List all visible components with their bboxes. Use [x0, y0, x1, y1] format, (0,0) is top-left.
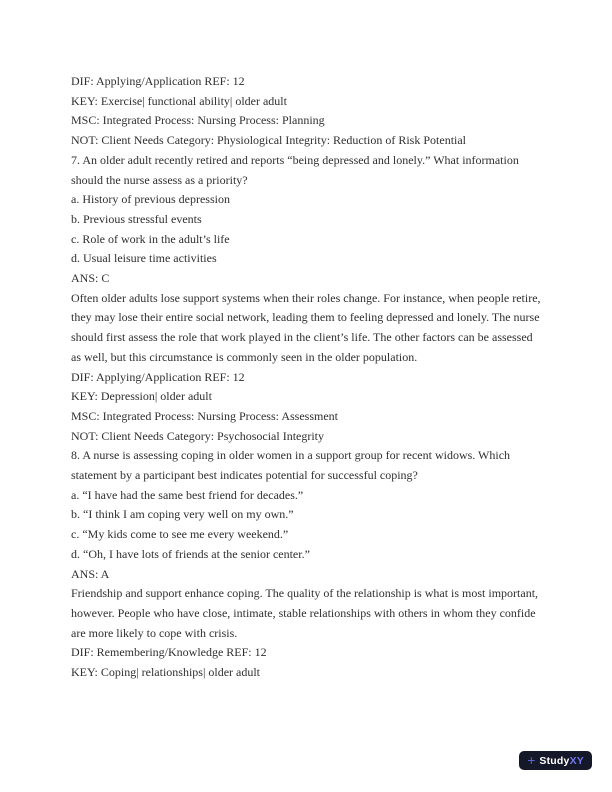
rationale-text: Often older adults lose support systems when their roles change. For instance, when people retire, they may lose their entire social network, leading them to feeling depressed and lonely. The nurse should first assess the role that work played in the client’s life. The other factors can be assessed as well, but this circumstance is commonly seen in the older population.	[71, 290, 541, 364]
question-block	[71, 446, 541, 643]
metadata-line-key: KEY: Exercise| functional ability| older adult	[71, 93, 287, 108]
answer-line: ANS: C	[71, 271, 110, 286]
document-content	[71, 72, 541, 683]
answer-option-d: d. Usual leisure time activities	[71, 251, 217, 266]
brand-suffix: XY	[569, 754, 584, 767]
question-metadata-block	[71, 368, 541, 447]
question-metadata-block	[71, 643, 541, 682]
metadata-line-dif: DIF: Applying/Application REF: 12	[71, 369, 245, 384]
question-stem: 8. A nurse is assessing coping in older women in a support group for recent widows. Which statement by a participant best indicates potential for successful coping?	[71, 448, 511, 483]
question-stem: 7. An older adult recently retired and reports “being depressed and lonely.” What information should the nurse assess as a priority?	[71, 152, 519, 187]
metadata-line-key: KEY: Coping| relationships| older adult	[71, 665, 261, 680]
answer-option-c: c. Role of work in the adult’s life	[71, 231, 230, 246]
answer-option-b: b. Previous stressful events	[71, 211, 202, 226]
plus-icon: +	[527, 751, 536, 768]
metadata-line-msc: MSC: Integrated Process: Nursing Process: Assessment	[71, 408, 338, 423]
studyxy-logo-badge[interactable]	[519, 751, 592, 770]
metadata-line-dif: DIF: Applying/Application REF: 12	[71, 74, 245, 88]
answer-option-a: a. History of previous depression	[71, 192, 230, 207]
metadata-line-not: NOT: Client Needs Category: Psychosocial Integrity	[71, 428, 325, 443]
metadata-line-dif: DIF: Remembering/Knowledge REF: 12	[71, 645, 267, 660]
answer-option-a: a. “I have had the same best friend for decades.”	[71, 487, 304, 502]
metadata-line-key: KEY: Depression| older adult	[71, 389, 212, 404]
question-block	[71, 151, 541, 368]
answer-line: ANS: A	[71, 566, 110, 581]
answer-option-d: d. “Oh, I have lots of friends at the senior center.”	[71, 546, 310, 561]
question-metadata-block	[71, 72, 541, 151]
answer-option-b: b. “I think I am coping very well on my own.”	[71, 507, 294, 522]
rationale-text: Friendship and support enhance coping. The quality of the relationship is what is most important, however. People who have close, intimate, stable relationships with others in whom they confide are more likely to cope with crisis.	[71, 586, 539, 640]
metadata-line-msc: MSC: Integrated Process: Nursing Process: Planning	[71, 113, 325, 128]
metadata-line-not: NOT: Client Needs Category: Physiological Integrity: Reduction of Risk Potential	[71, 133, 467, 148]
answer-option-c: c. “My kids come to see me every weekend.”	[71, 527, 289, 542]
brand-prefix: Study	[539, 754, 570, 767]
brand-name	[539, 755, 584, 767]
